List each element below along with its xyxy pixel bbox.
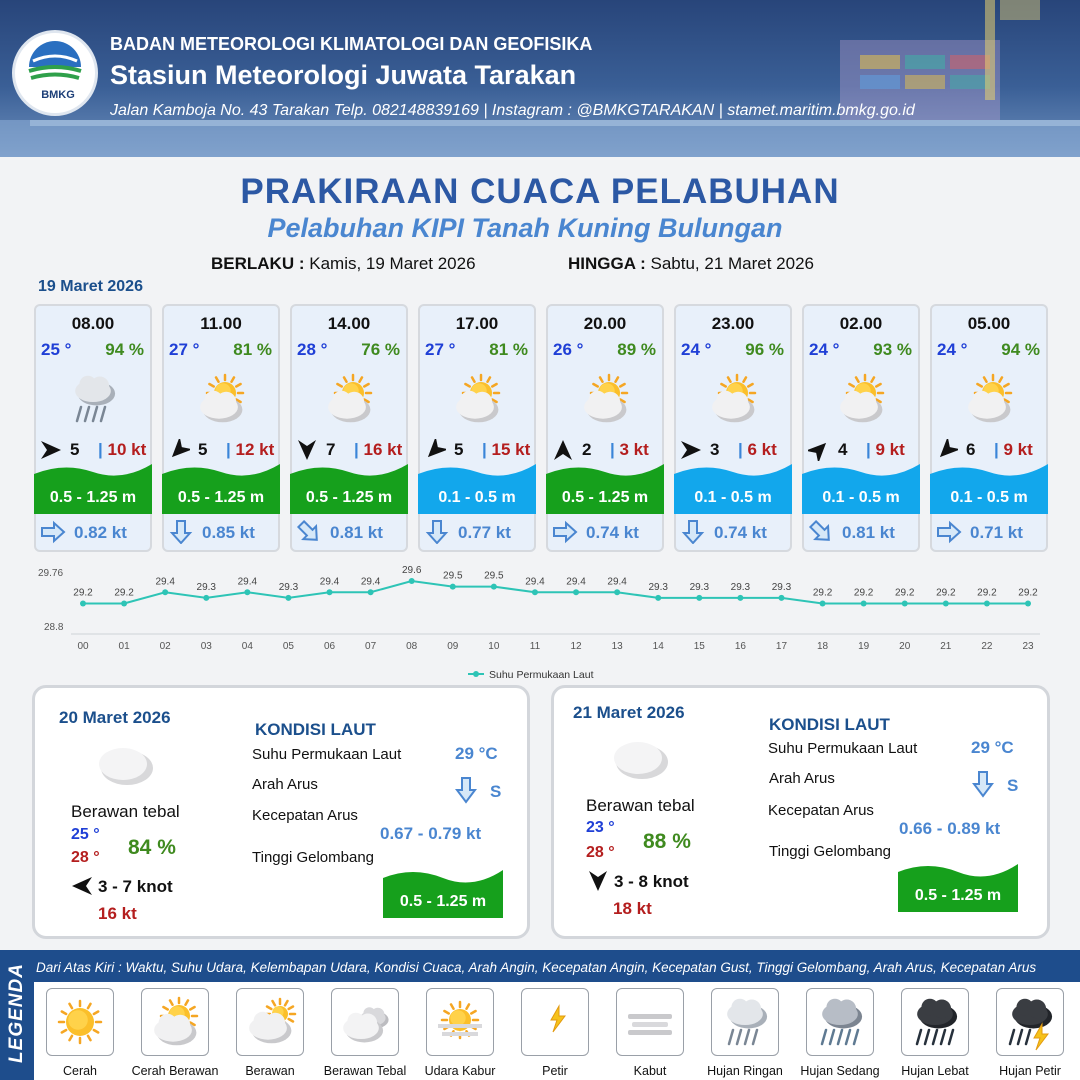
legend-title: LEGENDA <box>6 963 27 1063</box>
port-name: Pelabuhan KIPI Tanah Kuning Bulungan <box>267 213 783 243</box>
sst-data-label: 29.4 <box>607 576 627 588</box>
hourly-wind-speed: 3 <box>710 440 720 459</box>
sst-data-point <box>696 595 702 601</box>
sst-data-point <box>491 584 497 590</box>
hourly-wind <box>936 439 1046 461</box>
hourly-temperature: 24 ° <box>937 340 968 359</box>
legend-item <box>699 988 791 1080</box>
cerah-berawan-icon <box>186 366 256 432</box>
wind-direction-arrow-icon <box>424 439 446 461</box>
day2-gust: 16 kt <box>98 904 137 923</box>
day2-sst-value: 29 °C <box>455 744 498 763</box>
sst-data-label: 29.2 <box>936 587 956 599</box>
day3-date: 21 Maret 2026 <box>573 703 685 722</box>
sst-data-label: 29.3 <box>648 581 668 593</box>
hourly-time: 11.00 <box>200 314 242 333</box>
hourly-wave-height: 0.1 - 0.5 m <box>950 489 1028 506</box>
hourly-wind-speed: 5 <box>198 440 208 459</box>
hourly-gust: | 15 kt <box>482 440 531 459</box>
day3-humidity: 88 % <box>643 830 691 853</box>
sst-data-label: 29.2 <box>73 587 93 599</box>
hourly-current-speed: 0.85 kt <box>202 523 255 542</box>
day3-wave-label: Tinggi Gelombang <box>769 843 892 860</box>
x-tick-label: 17 <box>775 641 788 652</box>
day2-panel <box>32 685 530 939</box>
hourly-gust-value: 15 kt <box>491 440 531 459</box>
hourly-wind <box>552 439 662 461</box>
hourly-current-speed: 0.81 kt <box>330 523 383 542</box>
legend-icon-box <box>46 988 114 1056</box>
sst-data-point <box>285 595 291 601</box>
sst-data-label: 29.3 <box>771 581 792 593</box>
legend-item-label: Udara Kabur <box>424 1064 496 1078</box>
page-title: PRAKIRAAN CUACA PELABUHAN <box>240 172 840 211</box>
sst-data-label: 29.3 <box>689 581 710 593</box>
sst-data-label: 29.4 <box>237 576 258 588</box>
legend-item-label: Hujan Sedang <box>800 1064 880 1078</box>
current-direction-arrow-icon <box>680 520 706 544</box>
legend-icon-box <box>806 988 874 1056</box>
legend-item <box>604 988 696 1080</box>
legend-item <box>794 988 886 1080</box>
hourly-current <box>808 520 918 544</box>
y-tick-label: 29.76 <box>38 568 64 579</box>
day3-panel <box>551 685 1050 939</box>
hourly-card <box>802 304 920 552</box>
day3-current-speed-value: 0.66 - 0.89 kt <box>899 819 1001 838</box>
sst-data-point <box>80 601 86 607</box>
hourly-current <box>40 520 150 544</box>
hourly-wave-height: 0.1 - 0.5 m <box>694 489 772 506</box>
hourly-gust: | 12 kt <box>226 440 275 459</box>
sst-data-point <box>121 601 127 607</box>
day2-current-speed-label: Kecepatan Arus <box>252 807 358 824</box>
hourly-current-speed: 0.81 kt <box>842 523 895 542</box>
hourly-gust: | 6 kt <box>738 440 777 459</box>
hourly-wind-speed: 4 <box>838 440 848 459</box>
berawan-tebal-icon <box>332 989 398 1055</box>
wind-direction-arrow-icon <box>936 439 958 461</box>
wind-direction-arrow-icon <box>552 439 574 461</box>
hourly-humidity: 96 % <box>745 340 784 359</box>
legend-icon-box <box>521 988 589 1056</box>
legend-item-label: Hujan Ringan <box>707 1064 783 1078</box>
station-name: Stasiun Meteorologi Juwata Tarakan <box>110 60 577 90</box>
header-banner <box>0 0 1080 157</box>
hourly-gust-value: 16 kt <box>363 440 403 459</box>
legend-item <box>34 988 126 1080</box>
hourly-card <box>34 304 152 552</box>
sst-data-label: 29.2 <box>1018 587 1038 599</box>
x-tick-label: 19 <box>858 641 870 652</box>
day3-temp-min: 23 ° <box>586 819 615 836</box>
x-tick-label: 00 <box>77 641 89 652</box>
sst-data-point <box>655 595 661 601</box>
hourly-time: 05.00 <box>967 314 1011 333</box>
agency-name: BADAN METEOROLOGI KLIMATOLOGI DAN GEOFISIKA <box>110 34 593 54</box>
day2-wave-value: 0.5 - 1.25 m <box>399 893 487 910</box>
hourly-time: 02.00 <box>839 314 883 333</box>
chart-legend-marker <box>473 671 479 677</box>
day3-condition: Berawan tebal <box>586 796 695 815</box>
x-tick-label: 13 <box>611 641 623 652</box>
hourly-wind-speed: 7 <box>326 440 336 459</box>
current-direction-arrow-icon <box>296 520 322 544</box>
hourly-temperature: 26 ° <box>553 340 584 359</box>
cerah-icon <box>47 989 113 1055</box>
x-tick-label: 08 <box>406 641 418 652</box>
current-direction-arrow-icon <box>936 520 962 544</box>
legend-icon-box <box>236 988 304 1056</box>
sst-data-point <box>861 601 867 607</box>
hourly-wind-speed: 5 <box>70 440 80 459</box>
day2-wind-speed: 3 - 7 knot <box>98 877 173 896</box>
legend-icon-box <box>711 988 779 1056</box>
cerah-berawan-icon <box>954 366 1024 432</box>
bmkg-emblem-icon <box>15 37 95 91</box>
day2-condition: Berawan tebal <box>71 802 180 821</box>
sst-data-label: 29.4 <box>360 576 381 588</box>
cerah-berawan-icon <box>142 989 208 1055</box>
hourly-current <box>424 520 534 544</box>
x-tick-label: 05 <box>282 641 294 652</box>
sst-data-point <box>203 595 209 601</box>
day3-gust: 18 kt <box>613 899 652 918</box>
sst-data-label: 29.4 <box>319 576 340 588</box>
x-tick-label: 06 <box>323 641 336 652</box>
current-direction-arrow-icon <box>455 776 477 804</box>
hourly-wave-height: 0.1 - 0.5 m <box>822 489 900 506</box>
legend-item-label: Berawan <box>245 1064 295 1078</box>
current-direction-arrow-icon <box>808 520 834 544</box>
hourly-wave-height: 0.5 - 1.25 m <box>177 489 265 506</box>
hourly-wave-height: 0.5 - 1.25 m <box>561 489 649 506</box>
hourly-wind <box>296 439 406 461</box>
valid-to <box>568 254 814 274</box>
x-tick-label: 14 <box>652 641 664 652</box>
hourly-wave-height: 0.5 - 1.25 m <box>305 489 393 506</box>
sst-data-label: 29.5 <box>484 570 504 582</box>
legend-items <box>34 982 1080 1080</box>
day3-sst-label: Suhu Permukaan Laut <box>768 740 918 757</box>
x-tick-label: 01 <box>118 641 130 652</box>
hourly-wind <box>40 439 150 461</box>
legend-icon-box <box>331 988 399 1056</box>
x-tick-label: 02 <box>159 641 171 652</box>
sst-data-point <box>984 601 990 607</box>
hourly-gust: | 9 kt <box>866 440 905 459</box>
day2-current-dir-label: Arah Arus <box>252 776 318 793</box>
chart-legend-label: Suhu Permukaan Laut <box>489 669 594 681</box>
hourly-gust: | 10 kt <box>98 440 147 459</box>
legend-icon-box <box>141 988 209 1056</box>
legend-icon-box <box>901 988 969 1056</box>
day2-humidity: 84 % <box>128 836 176 859</box>
hourly-wind <box>424 439 534 461</box>
x-tick-label: 04 <box>241 641 253 652</box>
legend <box>0 950 1080 1080</box>
legend-item-label: Kabut <box>633 1064 667 1078</box>
hujan-ringan-icon <box>712 989 778 1055</box>
sst-data-label: 29.3 <box>730 581 751 593</box>
x-tick-label: 15 <box>693 641 705 652</box>
sst-data-label: 29.6 <box>401 565 422 576</box>
current-direction-arrow-icon <box>552 520 578 544</box>
day3-wave-value: 0.5 - 1.25 m <box>914 887 1002 904</box>
wind-direction-arrow-icon <box>808 439 830 461</box>
hourly-temperature: 24 ° <box>809 340 840 359</box>
hourly-forecast <box>34 304 1054 552</box>
cerah-berawan-icon <box>314 366 384 432</box>
sst-data-label: 29.3 <box>278 581 299 593</box>
station-address: Jalan Kamboja No. 43 Tarakan Telp. 082148839169 | Instagram : @BMKGTARAKAN | stamet.maritim.bmkg.go.id <box>110 102 915 119</box>
sea-surface-temperature-chart <box>30 560 1060 685</box>
hourly-gust-value: 9 kt <box>1003 440 1033 459</box>
x-tick-label: 03 <box>200 641 212 652</box>
sst-data-label: 29.2 <box>853 587 874 599</box>
hourly-current <box>168 520 278 544</box>
sst-data-point <box>409 578 415 584</box>
hourly-current-speed: 0.74 kt <box>586 523 639 542</box>
legend-item-label: Hujan Petir <box>999 1064 1061 1078</box>
cerah-berawan-icon <box>826 366 896 432</box>
hourly-card <box>162 304 280 552</box>
hourly-time: 17.00 <box>455 314 499 333</box>
x-tick-label: 07 <box>365 641 377 652</box>
legend-item <box>414 988 506 1080</box>
udara-kabur-icon <box>427 989 493 1055</box>
legend-item-label: Cerah <box>62 1064 98 1078</box>
hourly-gust-value: 6 kt <box>747 440 777 459</box>
current-direction-arrow-icon <box>424 520 450 544</box>
hourly-card <box>418 304 536 552</box>
wind-direction-arrow-icon <box>71 875 93 897</box>
day3-sea-condition-title: KONDISI LAUT <box>769 715 890 734</box>
current-direction-arrow-icon <box>972 770 994 798</box>
hourly-humidity: 89 % <box>617 340 656 359</box>
x-tick-label: 20 <box>899 641 911 652</box>
y-tick-label: 28.8 <box>44 622 64 633</box>
logo-text: BMKG <box>41 89 75 101</box>
hourly-humidity: 76 % <box>361 340 400 359</box>
day3-current-dir-label: Arah Arus <box>769 770 835 787</box>
sst-data-point <box>778 595 784 601</box>
hourly-humidity: 93 % <box>873 340 912 359</box>
sst-data-label: 29.4 <box>566 576 586 588</box>
hourly-time: 23.00 <box>711 314 755 333</box>
berawan-tebal-icon <box>608 734 672 784</box>
x-tick-label: 12 <box>570 641 582 652</box>
legend-side-label <box>0 950 32 1080</box>
hourly-temperature: 27 ° <box>425 340 456 359</box>
wind-direction-arrow-icon <box>587 870 609 892</box>
day3-current-speed-label: Kecepatan Arus <box>768 802 874 819</box>
hourly-temperature: 27 ° <box>169 340 200 359</box>
valid-from-label: BERLAKU : <box>211 254 305 273</box>
berawan-tebal-icon <box>93 740 157 790</box>
sst-data-label: 29.3 <box>196 581 216 593</box>
day2-wave-label: Tinggi Gelombang <box>252 849 375 866</box>
hourly-current-speed: 0.77 kt <box>458 523 511 542</box>
legend-item <box>319 988 411 1080</box>
legend-item-label: Petir <box>542 1064 568 1078</box>
hourly-gust: | 9 kt <box>994 440 1033 459</box>
hourly-wind-speed: 2 <box>582 440 592 459</box>
sst-data-point <box>943 601 949 607</box>
sst-data-label: 29.2 <box>977 587 997 599</box>
hourly-current-speed: 0.82 kt <box>74 523 127 542</box>
sst-data-point <box>614 589 620 595</box>
wind-direction-arrow-icon <box>680 439 702 461</box>
legend-item <box>984 988 1076 1080</box>
day2-sst-label: Suhu Permukaan Laut <box>252 746 402 763</box>
hourly-wave-height: 0.5 - 1.25 m <box>49 489 137 506</box>
sst-data-label: 29.2 <box>895 587 915 599</box>
sst-data-point <box>327 589 333 595</box>
x-tick-label: 16 <box>734 641 746 652</box>
hourly-card <box>930 304 1048 552</box>
hourly-current-speed: 0.71 kt <box>970 523 1023 542</box>
hourly-humidity: 81 % <box>233 340 272 359</box>
legend-item <box>224 988 316 1080</box>
x-tick-label: 23 <box>1022 641 1034 652</box>
sst-data-point <box>737 595 743 601</box>
hourly-wave-height: 0.1 - 0.5 m <box>438 489 516 506</box>
hourly-temperature: 24 ° <box>681 340 712 359</box>
legend-item <box>129 988 221 1080</box>
wind-direction-arrow-icon <box>296 439 318 461</box>
sst-data-point <box>820 601 826 607</box>
wind-direction-arrow-icon <box>168 439 190 461</box>
hourly-card <box>290 304 408 552</box>
hourly-humidity: 94 % <box>105 340 144 359</box>
hourly-current <box>296 520 406 544</box>
day3-sst-value: 29 °C <box>971 738 1014 757</box>
x-tick-label: 21 <box>940 641 952 652</box>
cerah-berawan-icon <box>570 366 640 432</box>
day2-sea-condition-title: KONDISI LAUT <box>255 720 376 739</box>
bmkg-logo <box>12 30 98 116</box>
current-direction-arrow-icon <box>168 520 194 544</box>
hujan-sedang-icon <box>807 989 873 1055</box>
x-tick-label: 22 <box>981 641 993 652</box>
day2-temp-min: 25 ° <box>71 826 100 843</box>
legend-item-label: Cerah Berawan <box>131 1064 219 1078</box>
hourly-wind-speed: 6 <box>966 440 976 459</box>
legend-item-label: Hujan Lebat <box>901 1064 969 1078</box>
legend-icon-box <box>426 988 494 1056</box>
legend-item <box>509 988 601 1080</box>
hourly-gust-value: 3 kt <box>619 440 649 459</box>
sst-data-point <box>1025 601 1031 607</box>
day1-date: 19 Maret 2026 <box>38 278 143 295</box>
valid-from-value: Kamis, 19 Maret 2026 <box>309 254 476 273</box>
hujan-ringan-icon <box>58 366 128 432</box>
hourly-wind <box>808 439 918 461</box>
wind-direction-arrow-icon <box>40 439 62 461</box>
legend-icon-box <box>616 988 684 1056</box>
hourly-current-speed: 0.74 kt <box>714 523 767 542</box>
hourly-time: 20.00 <box>583 314 627 333</box>
day2-temp-max: 28 ° <box>71 849 100 866</box>
hourly-gust-value: 12 kt <box>235 440 275 459</box>
day2-current-dir-value: S <box>490 782 502 801</box>
hourly-current <box>552 520 662 544</box>
sst-data-point <box>368 589 374 595</box>
sst-data-point <box>244 589 250 595</box>
day3-temp-max: 28 ° <box>586 844 615 861</box>
hourly-humidity: 94 % <box>1001 340 1040 359</box>
hujan-petir-icon <box>997 989 1063 1055</box>
hourly-humidity: 81 % <box>489 340 528 359</box>
sst-data-label: 29.5 <box>443 570 463 582</box>
current-direction-arrow-icon <box>40 520 66 544</box>
legend-item-label: Berawan Tebal <box>323 1064 407 1078</box>
sst-data-point <box>573 589 579 595</box>
hourly-current <box>936 520 1046 544</box>
kabut-icon <box>617 989 683 1055</box>
hourly-gust-value: 9 kt <box>875 440 905 459</box>
petir-icon <box>522 989 588 1055</box>
hourly-temperature: 25 ° <box>41 340 72 359</box>
sst-data-label: 29.4 <box>155 576 175 588</box>
hourly-time: 14.00 <box>327 314 371 333</box>
x-tick-label: 09 <box>447 641 459 652</box>
valid-from <box>211 254 476 274</box>
valid-to-value: Sabtu, 21 Maret 2026 <box>650 254 815 273</box>
sst-series-line <box>83 581 1028 604</box>
sst-data-label: 29.2 <box>114 587 134 599</box>
x-tick-label: 10 <box>488 641 500 652</box>
berawan-icon <box>237 989 303 1055</box>
sst-data-point <box>532 589 538 595</box>
sst-data-label: 29.2 <box>812 587 833 599</box>
valid-to-label: HINGGA : <box>568 254 646 273</box>
hourly-gust: | 16 kt <box>354 440 403 459</box>
day3-current-dir-value: S <box>1007 776 1019 795</box>
hourly-time: 08.00 <box>71 314 115 333</box>
day2-current-speed-value: 0.67 - 0.79 kt <box>380 824 482 843</box>
hourly-wind <box>168 439 278 461</box>
hourly-wind <box>680 439 790 461</box>
sst-data-point <box>450 584 456 590</box>
legend-item <box>889 988 981 1080</box>
sst-data-label: 29.4 <box>525 576 545 588</box>
hourly-wind-speed: 5 <box>454 440 464 459</box>
hourly-gust: | 3 kt <box>610 440 649 459</box>
hourly-card <box>674 304 792 552</box>
hourly-temperature: 28 ° <box>297 340 328 359</box>
x-tick-label: 18 <box>817 641 829 652</box>
cerah-berawan-icon <box>698 366 768 432</box>
hujan-lebat-icon <box>902 989 968 1055</box>
x-tick-label: 11 <box>529 641 541 652</box>
sst-data-point <box>162 589 168 595</box>
legend-icon-box <box>996 988 1064 1056</box>
hourly-gust-value: 10 kt <box>107 440 147 459</box>
day3-wind-speed: 3 - 8 knot <box>614 872 689 891</box>
legend-note: Dari Atas Kiri : Waktu, Suhu Udara, Kelembapan Udara, Kondisi Cuaca, Arah Angin, Kecepatan Angin, Kecepatan Gust, Tinggi Gelombang, Arah Arus, Kecepatan Arus <box>36 960 1037 975</box>
cerah-berawan-icon <box>442 366 512 432</box>
hourly-card <box>546 304 664 552</box>
day2-date: 20 Maret 2026 <box>59 708 171 727</box>
sst-data-point <box>902 601 908 607</box>
hourly-current <box>680 520 790 544</box>
